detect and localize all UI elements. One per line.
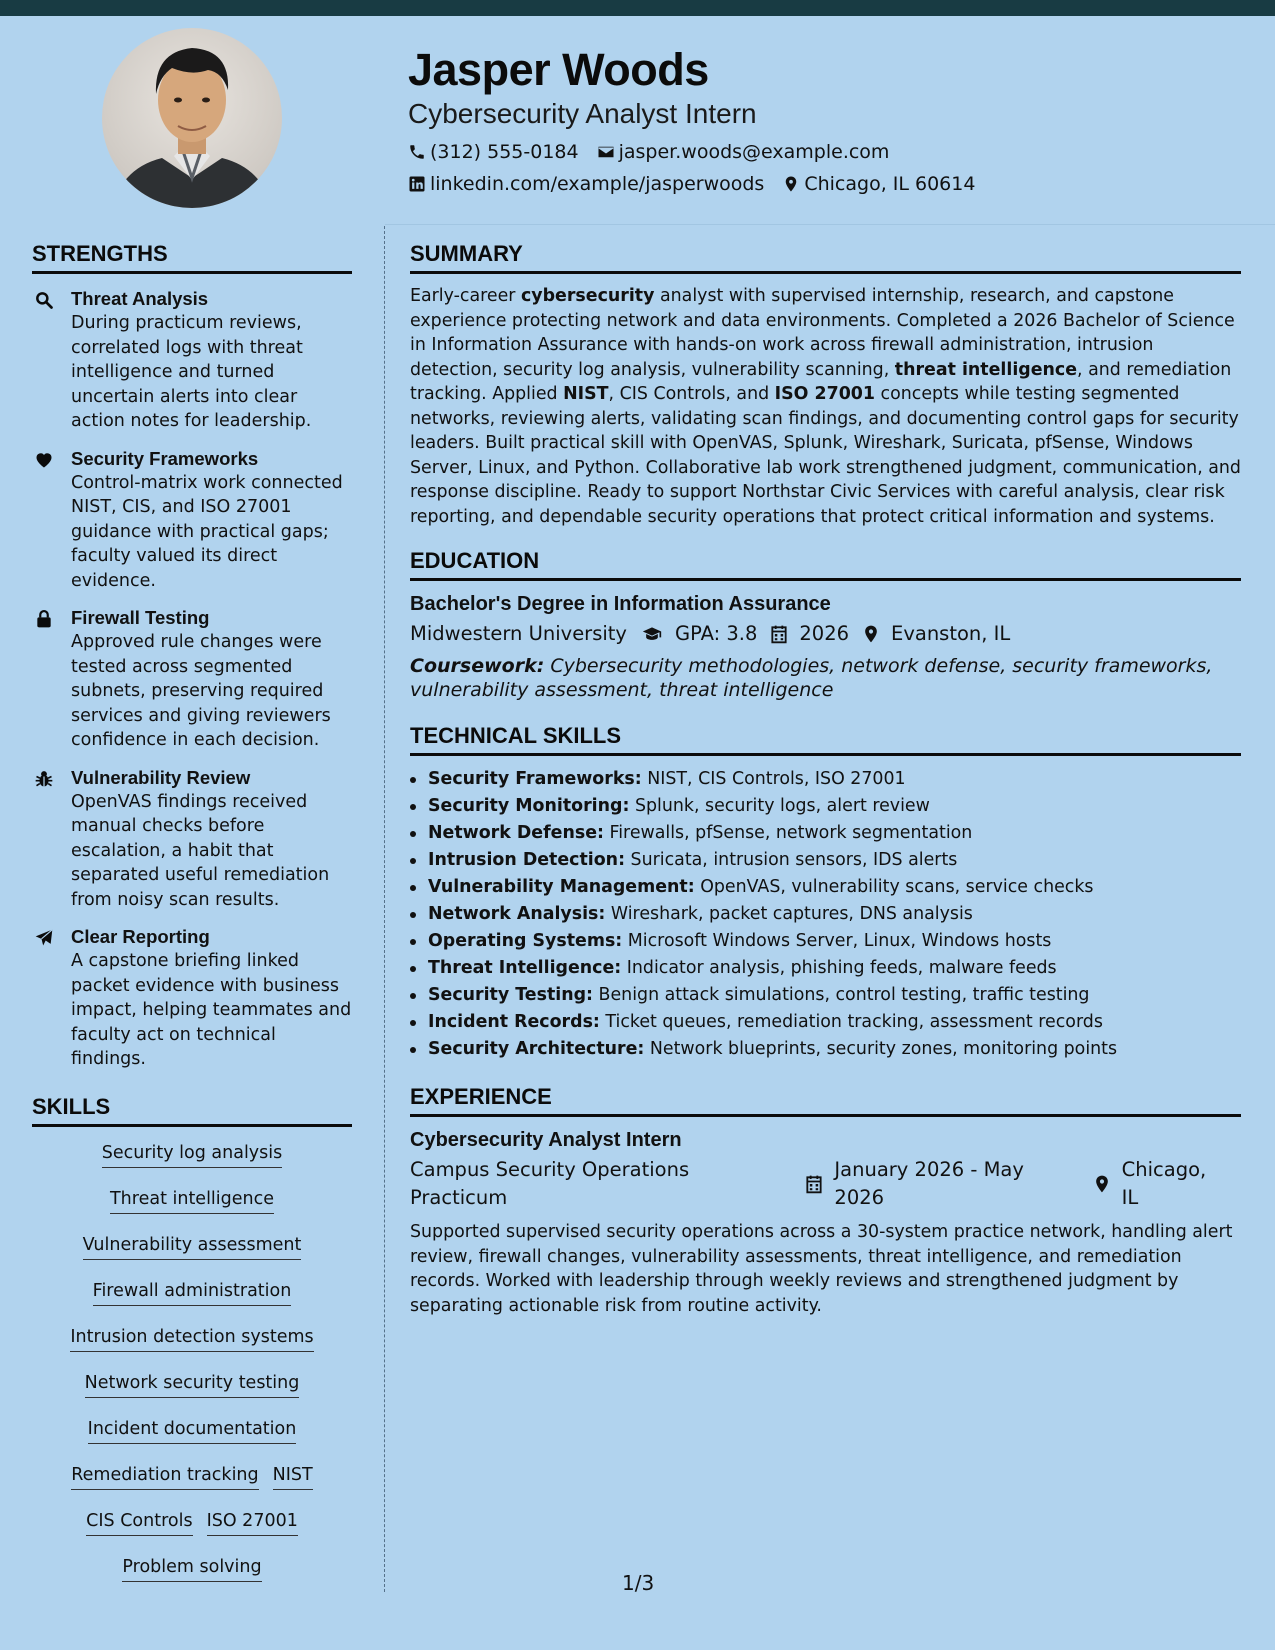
search-icon: [34, 290, 54, 310]
lock-icon: [34, 609, 54, 629]
phone-contact[interactable]: [408, 140, 579, 164]
contact-row-2: [408, 172, 993, 196]
dates-text: January 2026 - May 2026: [834, 1158, 1024, 1209]
skill-chip: Intrusion detection systems: [70, 1325, 313, 1352]
summary-keyword: threat intelligence: [894, 359, 1078, 380]
map-pin-icon: [861, 624, 881, 644]
school-name: Midwestern University: [410, 622, 627, 645]
skill-value: Firewalls, pfSense, network segmentation: [603, 823, 973, 843]
page-number: 1/3: [622, 1571, 655, 1595]
school: [410, 620, 627, 648]
skill-chip: Threat intelligence: [110, 1187, 274, 1214]
linkedin-text: linkedin.com/example/jasperwoods: [430, 173, 765, 195]
skill-label: Security Monitoring:: [428, 796, 630, 816]
org-name: Campus Security Operations Practicum: [410, 1158, 690, 1209]
skill-value: Ticket queues, remediation tracking, assessment records: [599, 1012, 1103, 1032]
strengths-heading: STRENGTHS: [32, 240, 352, 274]
skill-label: Security Testing:: [428, 985, 594, 1005]
list-item: [410, 928, 1241, 955]
list-item: [410, 766, 1241, 793]
grad-year: [769, 620, 849, 648]
strength-name: Security Frameworks: [71, 447, 259, 469]
strength-name: Firewall Testing: [71, 607, 210, 628]
linkedin-icon: [408, 175, 426, 193]
column-divider: [384, 226, 385, 1592]
summary-keyword: NIST: [563, 384, 609, 404]
header-divider: [385, 224, 1275, 225]
list-item: [410, 901, 1241, 928]
email-text: jasper.woods@example.com: [618, 141, 890, 163]
gpa-text: GPA: 3.8: [674, 622, 758, 645]
job-meta: [410, 1156, 1241, 1212]
right-column: [410, 240, 1241, 1318]
contact-row-1: [408, 140, 993, 164]
job-title: Cybersecurity Analyst Intern: [410, 1129, 682, 1151]
email-contact[interactable]: [597, 140, 890, 164]
coursework-label: Coursework:: [410, 655, 545, 677]
skill-chip: CIS Controls: [86, 1509, 192, 1536]
strength-item: [32, 447, 352, 594]
list-item: [410, 955, 1241, 982]
envelope-icon: [597, 143, 615, 161]
skill-chip: Problem solving: [122, 1555, 261, 1582]
candidate-name: Jasper Woods: [408, 44, 709, 95]
skill-value: NIST, CIS Controls, ISO 27001: [641, 769, 906, 789]
skill-chip: Vulnerability assessment: [83, 1233, 302, 1260]
strength-name: Threat Analysis: [71, 288, 209, 309]
skill-value: Indicator analysis, phishing feeds, malware feeds: [621, 958, 1057, 978]
skill-label: Intrusion Detection:: [428, 850, 626, 870]
heart-icon: [34, 450, 54, 470]
strength-item: [32, 606, 352, 753]
year-text: 2026: [799, 622, 850, 645]
calendar-icon: [804, 1174, 824, 1194]
candidate-title: Cybersecurity Analyst Intern: [408, 98, 757, 129]
skill-value: Wireshark, packet captures, DNS analysis: [605, 904, 973, 924]
education-heading: EDUCATION: [410, 547, 1241, 581]
skills-heading: SKILLS: [32, 1093, 352, 1127]
strength-name: Vulnerability Review: [71, 766, 251, 788]
summary-part: analyst with supervised internship, research, and capstone experience protecting network and data environments. Completed a 2026 Bachelor of Science in Information Assurance with hands-on work across firewall administration, intrusion detection, security log analysis, vulnerability scanning,: [410, 286, 1235, 380]
strength-desc: During practicum reviews, correlated logs with threat intelligence and turned uncertain alerts into clear action notes for leadership.: [71, 313, 312, 431]
strength-desc: Control-matrix work connected NIST, CIS, and ISO 27001 guidance with practical gaps; faculty valued its direct evidence.: [71, 472, 343, 591]
graduation-cap-icon: [639, 624, 665, 644]
skills-list: [32, 1141, 352, 1601]
summary-text: [410, 284, 1241, 529]
summary-keyword: cybersecurity: [520, 286, 655, 306]
strength-item: [32, 287, 352, 434]
list-item: [410, 820, 1241, 847]
list-item: [410, 793, 1241, 820]
degree-name: Bachelor's Degree in Information Assurance: [410, 593, 831, 615]
education-meta: [410, 620, 1241, 648]
job-description: Supported supervised security operations across a 30-system practice network, handling alert review, firewall changes, vulnerability assessments, threat intelligence, and remediation records. Worked with leadership through weekly reviews and strengthened judgment by separating actionable risk from routine activity.: [410, 1222, 1233, 1316]
summary-keyword: ISO 27001: [774, 384, 876, 404]
skill-value: Microsoft Windows Server, Linux, Windows hosts: [622, 931, 1052, 951]
skill-label: Network Analysis:: [428, 904, 606, 924]
location-text: Chicago, IL 60614: [804, 173, 976, 195]
map-pin-icon: [1092, 1174, 1112, 1194]
skill-value: OpenVAS, vulnerability scans, service checks: [694, 877, 1094, 897]
strength-desc: A capstone briefing linked packet evidence with business impact, helping teammates and faculty act on technical findings.: [71, 951, 352, 1069]
skill-label: Incident Records:: [428, 1012, 600, 1032]
skill-chip: Network security testing: [85, 1371, 300, 1398]
location-text: Chicago, IL: [1121, 1158, 1207, 1209]
summary-part: Early-career: [410, 286, 521, 306]
skill-chip: NIST: [273, 1463, 313, 1490]
strength-desc: Approved rule changes were tested across segmented subnets, preserving required services and giving reviewers confidence in each decision.: [71, 632, 331, 750]
strength-desc: OpenVAS findings received manual checks before escalation, a habit that separated useful remediation from noisy scan results.: [71, 791, 330, 910]
skill-chip: Security log analysis: [102, 1141, 283, 1168]
map-pin-icon: [782, 175, 800, 193]
skill-chip: Firewall administration: [93, 1279, 292, 1306]
skill-label: Security Frameworks:: [428, 769, 642, 789]
left-column: [32, 240, 352, 1601]
skill-label: Security Architecture:: [428, 1039, 645, 1059]
skill-label: Network Defense:: [428, 823, 604, 843]
phone-text: (312) 555-0184: [430, 141, 579, 163]
location-contact: [782, 172, 975, 196]
location-text: Evanston, IL: [891, 622, 1011, 645]
technical-skills-list: [410, 766, 1241, 1063]
skill-label: Operating Systems:: [428, 931, 623, 951]
skill-chip: Remediation tracking: [71, 1463, 258, 1490]
header: [408, 42, 993, 196]
list-item: [410, 982, 1241, 1009]
job-location: [1092, 1156, 1229, 1212]
summary-part: concepts while testing segmented networks, reviewing alerts, validating scan findings, and documenting control gaps for security leaders. Built practical skill with OpenVAS, Splunk, Wireshark, Suricata, pfSense, Windows Server, Linux, and Python. Collaborative lab work strengthened judgment, communication, and response discipline. Ready to support Northstar Civic Services with careful analysis, clear risk reporting, and dependable security operations that protect critical information and systems.: [410, 384, 1241, 527]
bug-icon: [34, 769, 54, 789]
skill-chip: Incident documentation: [88, 1417, 297, 1444]
skill-chip: ISO 27001: [207, 1509, 298, 1536]
technical-skills-heading: TECHNICAL SKILLS: [410, 722, 1241, 756]
job-dates: [804, 1156, 1079, 1212]
summary-part: , CIS Controls, and: [608, 384, 775, 404]
list-item: [410, 1036, 1241, 1063]
calendar-icon: [769, 624, 789, 644]
skill-value: Splunk, security logs, alert review: [629, 796, 930, 816]
profile-photo: [102, 28, 282, 208]
skill-label: Vulnerability Management:: [428, 877, 695, 897]
job-org: [410, 1156, 792, 1212]
strength-name: Clear Reporting: [71, 926, 210, 947]
top-bar: [0, 0, 1275, 16]
skill-value: Network blueprints, security zones, monitoring points: [644, 1039, 1118, 1059]
list-item: [410, 874, 1241, 901]
coursework-text: Cybersecurity methodologies, network defense, security frameworks, vulnerability assessment, threat intelligence: [410, 655, 1213, 701]
gpa: [639, 620, 757, 648]
strength-item: [32, 766, 352, 913]
skill-value: Benign attack simulations, control testing, traffic testing: [593, 985, 1090, 1005]
phone-icon: [408, 143, 426, 161]
list-item: [410, 847, 1241, 874]
strength-item: [32, 925, 352, 1072]
paper-plane-icon: [34, 928, 54, 948]
summary-part: , and remediation tracking. Applied: [410, 359, 1232, 404]
skill-label: Threat Intelligence:: [428, 958, 622, 978]
summary-heading: SUMMARY: [410, 240, 1241, 274]
list-item: [410, 1009, 1241, 1036]
school-location: [861, 620, 1010, 648]
coursework: [410, 654, 1241, 702]
experience-heading: EXPERIENCE: [410, 1083, 1241, 1117]
skill-value: Suricata, intrusion sensors, IDS alerts: [625, 850, 958, 870]
linkedin-contact[interactable]: [408, 172, 764, 196]
